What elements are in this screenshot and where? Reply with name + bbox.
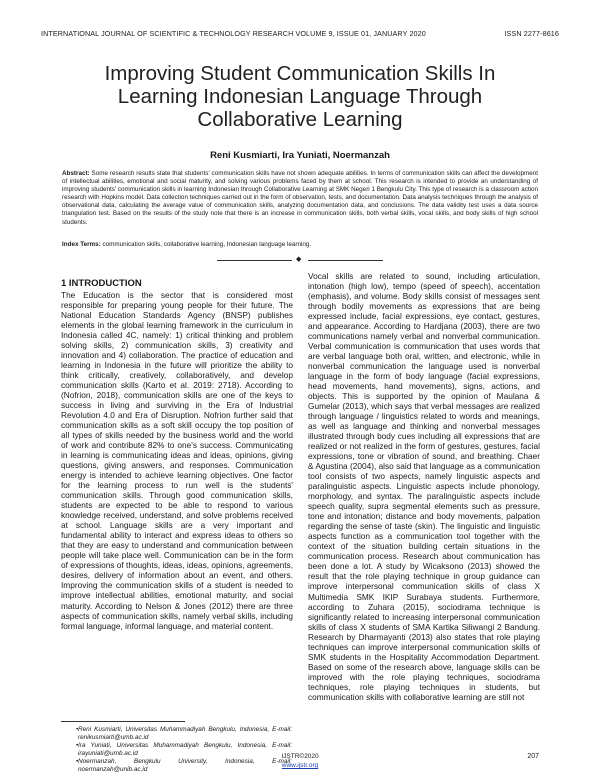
right-column [308,271,540,702]
footnote-item: • Ira Yuniati, Universitas Muhammadiyah Bengkulu, Indonesia, E-mail: irayuniati@umb.ac.id [78,742,292,758]
abstract-label: Abstract: [62,170,90,177]
footer-link[interactable]: www.ijstr.org [281,762,319,769]
diamond-icon: ◆ [296,256,302,263]
issn-label: ISSN 2277-8616 [504,29,559,38]
section-divider [217,256,383,264]
footnote-rule [61,721,185,722]
index-terms-text: communication skills, collaborative learning, Indonesian language learning. [100,241,312,248]
footnote-item: • Reni Kusmiarti, Universitas Muhammadiyah Bengkulu, Indonesia, E-mail: renikusmiarti@umb.ac.id [78,726,292,742]
title-line: Learning Indonesian Language Through [117,85,483,108]
index-terms-label: Index Terms: [62,241,101,248]
left-column [61,279,293,631]
introduction-paragraph: The Education is the sector that is considered most responsible for preparing young people for their future. The National Education Standards Agency (BNSP) publishes elements in the global learning framework in the curriculum in Indonesia called 4C, namely: 1) critical thinking and problem solving skills, 2) communication skills, 3) creativity and innovation and 4) collaboration. The practice of education and learning in Indonesia in the future will prioritize the ability to think critically, creatively, collaboratively, and develop communication skills (Karto et al. 2019: 2718). According to (Nofrion, 2018), communication skills are one of the keys to success in living and surviving in the Era of Industrial Revolution 4.0 and Era of Disruption. Nofrion further said that communication skills as a soft skill occupy the top position of all types of skills needed by the business world and the world of work and contribute 82% to one's success. Communicating in learning is communicating ideas and ideas, opinions, giving questions, giving answers, and responses. Communication energy is intended to achieve learning objectives. One factor for the learning process to run well is the students' communication skills. Through good communication skills, students are expected to be able to respond to various knowledge received, understand, and solve problems received at school. Language skills are a very important and fundamental ability to interact and express ideas to others so that they are easy to understand and communication between people will take place well. Communication can be in the form of expressions of thoughts, ideas, ideas, opinions, agreements, desires, delivery of information about an event, and others. Improving the communication skills of a student is needed to improve intellectual abilities, emotional maturity, and social maturity. According to Nelson & Jones (2012) there are three aspects of communication skills, namely verbal skills, including formal language, informal language, and material content. [61,290,293,631]
index-terms [62,241,538,249]
page-number: 207 [527,753,539,760]
section-heading-introduction: 1 INTRODUCTION [61,278,142,289]
running-header [41,29,559,38]
footer-copyright: IJSTR©2020 [281,753,319,760]
body-paragraph: Vocal skills are related to sound, including articulation, intonation (high low), tempo (speed of speech), accentation (emphasis), and volume. Body skills consist of messages sent through bodily movements as expressions that are being expressed include, facial expressions, eye contact, gestures, and appearance. According to Hardjana (2003), there are two communications namely verbal and nonverbal communication. Verbal communication is communication that uses words that are verbal language both oral, written, and electronic, while in nonverbal communication the language used is nonverbal language in the form of body language (facial expressions, head movements, hand movements), signs, actions, and objects. This is supported by the opinion of Maulana & Gumelar (2013), which says that verbal messages are realized through language / linguistics related to words and meanings, as well as language and thinking and nonverbal messages illustrated through body cues including all expressions that are realized or not realized in the form of gestures, gestures, facial expressions, tone or vibration of sound, and breathing. Chaer & Agustina (2004), also said that language as a communication tool consists of two aspects, namely linguistic aspects and paralinguistic aspects. Linguistic aspects include phonology, morphology, and syntax. The paralinguistic aspects include speech quality, supra segmental elements such as pressure, tone and intonation; distance and body movements, palpation regarding the sense of taste (skin). The linguistic and linguistic aspects function as a communication tool together with the context of the situation building certain situations in the communication process. Research about communication has been done a lot. A study by Wicaksono (2013) showed the result that the role playing technique in group guidance can improve interpersonal communication skills of class X Multimedia SMK IKIP Surabaya students. Furthermore, according to Zuhara (2015), sociodrama technique is significantly related to increasing interpersonal communication skills of class X students of SMA Kartika Siliwangi 2 Bandung. Research by Dharmayanti (2013) also states that role playing techniques can improve interpersonal communication skills of SMK students in the Hospitality Accommodation Department. Based on some of the research above, language skills can be improved with the role playing techniques, sociodrama techniques, role playing techniques in students, but communication skills with collaborative learning are still not [308,271,540,702]
footnote-item: • Noermanzah, Bengkulu University, Indonesia, E-mail: noermanzah@unib.ac.id [78,758,292,774]
title-line: Improving Student Communication Skills In [104,62,496,85]
abstract-text: Some research results state that students' communication skills have not shown adequate abilities. In terms of communication skills can affect the development of intellectual abilities, emotional and social maturity, and solving various problems faced by them at school. This research is intended to provide an understanding of improving students' communication skills in learning Indonesian through Collaborative Learning at SMK Negeri 1 Bengkulu City. This type of research is a classroom action research with Hopkins model. Data collection techniques carried out in the form of observation, tests, and documentation. Data analysis techniques through the analysis of observational data, calculating the average value of communication skills, analyzing documentation data, and conclusions. The data validity test uses a data source triangulation test. Based on the results of the study note that there is an increase in communication skills, both verbal skills, vocal skills, and body skills of high school students. [62,170,538,226]
journal-header: INTERNATIONAL JOURNAL OF SCIENTIFIC & TECHNOLOGY RESEARCH VOLUME 9, ISSUE 01, JANUARY 2020 [41,29,426,38]
divider-line-left [217,260,292,261]
title-line: Collaborative Learning [197,108,403,131]
divider-line-right [308,260,383,261]
abstract [62,170,538,227]
author-list: Reni Kusmiarti, Ira Yuniati, Noermanzah [210,150,390,161]
paper-title [40,62,560,131]
